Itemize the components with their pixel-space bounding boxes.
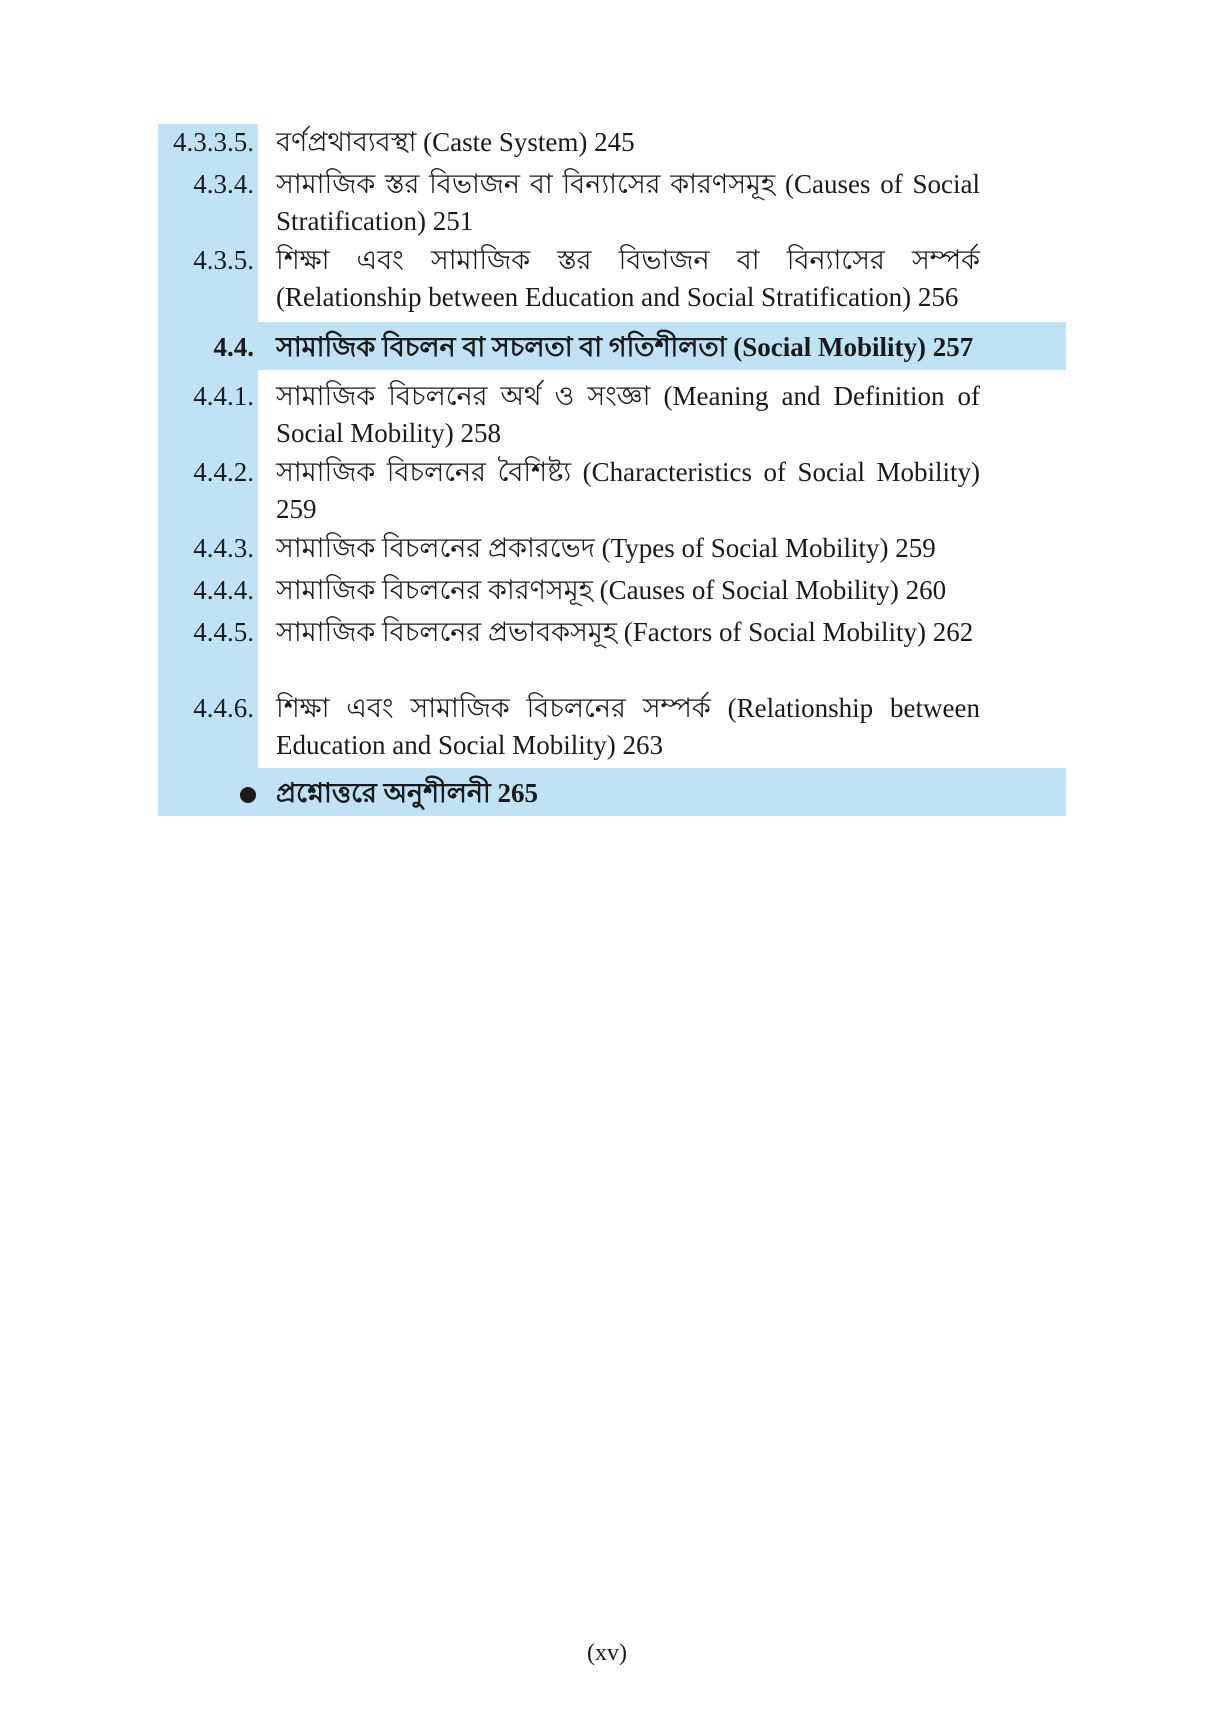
toc-entry-title: শিক্ষা এবং সামাজিক স্তর বিভাজন বা বিন্যাসের সম্পর্ক (Relationship between Education and Social Stratification) 256 (276, 245, 980, 312)
toc-entry-title: সামাজিক বিচলনের প্রকারভেদ (Types of Social Mobility) 259 (276, 533, 936, 563)
toc-entry-number: 4.3.3.5. (173, 127, 254, 157)
toc-entry-number: 4.3.5. (193, 245, 254, 275)
toc-entry-number: 4.4.4. (193, 575, 254, 605)
page-number: (xv) (587, 1640, 627, 1666)
toc-entry-number: 4.4.1. (193, 381, 254, 411)
bullet-icon (240, 787, 256, 803)
toc-entry-title: সামাজিক স্তর বিভাজন বা বিন্যাসের কারণসমূহ (Causes of Social Stratification) 251 (276, 169, 980, 236)
toc-entry-title: বর্ণপ্রথাব্যবস্থা (Caste System) 245 (276, 127, 635, 157)
toc-entry-title: সামাজিক বিচলনের প্রভাবকসমূহ (Factors of Social Mobility) 262 (276, 617, 974, 647)
toc-entry-number: 4.4.5. (193, 617, 254, 647)
toc-entry-number: 4.4. (213, 332, 254, 362)
toc-entry-number: 4.4.6. (193, 693, 254, 723)
toc-entry-number: 4.3.4. (193, 169, 254, 199)
toc-entry-title: সামাজিক বিচলনের অর্থ ও সংজ্ঞা (Meaning and Definition of Social Mobility) 258 (276, 381, 980, 448)
toc-entry-title: সামাজিক বিচলন বা সচলতা বা গতিশীলতা (Social Mobility) 257 (276, 332, 974, 362)
toc-entry-title: সামাজিক বিচলনের বৈশিষ্ট্য (Characteristics of Social Mobility) 259 (276, 457, 980, 524)
toc-entry-title: প্রশ্নোত্তরে অনুশীলনী 265 (276, 778, 538, 808)
toc-entry-number: 4.4.2. (193, 457, 254, 487)
toc-entry-title: সামাজিক বিচলনের কারণসমূহ (Causes of Social Mobility) 260 (276, 575, 947, 605)
toc-entry-number: 4.4.3. (193, 533, 254, 563)
toc-entry-title: শিক্ষা এবং সামাজিক বিচলনের সম্পর্ক (Relationship between Education and Social Mobility) 263 (276, 693, 980, 760)
